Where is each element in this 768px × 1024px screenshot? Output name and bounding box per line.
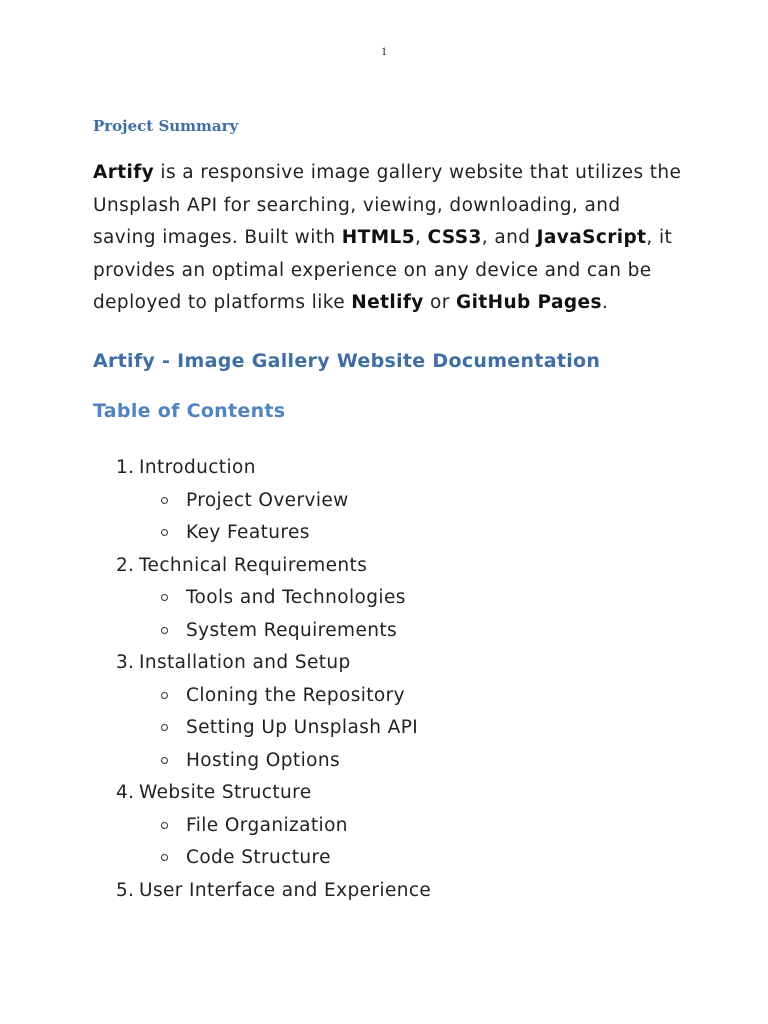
toc-subitem-label: System Requirements xyxy=(186,619,398,641)
toc-item-number: 1. xyxy=(116,457,135,478)
toc-item-label: User Interface and Experience xyxy=(139,879,432,901)
toc-subitem xyxy=(0,485,768,518)
hollow-bullet-icon xyxy=(161,822,168,829)
toc-item xyxy=(0,875,768,908)
hollow-bullet-icon xyxy=(161,854,168,861)
summary-bold-artify: Artify xyxy=(93,162,155,183)
hollow-bullet-icon xyxy=(161,497,168,504)
hollow-bullet-icon xyxy=(161,757,168,764)
summary-text-3: , and xyxy=(481,227,537,248)
toc-item xyxy=(0,452,768,485)
project-summary-heading: Project Summary xyxy=(93,117,239,135)
toc-item-label: Introduction xyxy=(139,457,256,478)
summary-text-2: , xyxy=(414,227,428,248)
toc-subitem xyxy=(0,680,768,713)
hollow-bullet-icon xyxy=(161,594,168,601)
toc-item-label: Technical Requirements xyxy=(139,554,368,576)
toc-subitem xyxy=(0,712,768,745)
summary-bold-html5: HTML5 xyxy=(341,227,415,248)
toc-subitem xyxy=(0,810,768,843)
toc-subitem xyxy=(0,517,768,550)
toc-item-number: 4. xyxy=(116,782,135,803)
toc-subitem-label: Hosting Options xyxy=(186,749,340,771)
table-of-contents xyxy=(0,452,768,907)
toc-item-number: 3. xyxy=(116,652,135,673)
toc-item xyxy=(0,647,768,680)
toc-subitem xyxy=(0,745,768,778)
summary-text-5: or xyxy=(423,292,457,313)
toc-item-number: 5. xyxy=(116,879,135,901)
hollow-bullet-icon xyxy=(161,724,168,731)
toc-subitem xyxy=(0,582,768,615)
summary-text-6: . xyxy=(601,292,609,313)
summary-text-4: , it provides an optimal experience on any device and can be deployed to platforms like xyxy=(93,227,673,313)
summary-bold-github-pages: GitHub Pages xyxy=(456,292,602,313)
toc-subitem xyxy=(0,615,768,648)
toc-item xyxy=(0,550,768,583)
toc-item xyxy=(0,777,768,810)
summary-paragraph xyxy=(93,157,683,320)
document-title: Artify - Image Gallery Website Documentation xyxy=(93,350,601,372)
page-number: 1 xyxy=(381,44,387,58)
toc-subitem-label: Cloning the Repository xyxy=(186,684,406,706)
toc-subitem-label: Tools and Technologies xyxy=(186,587,406,608)
toc-subitem-label: Code Structure xyxy=(186,847,331,868)
summary-bold-netlify: Netlify xyxy=(351,292,424,313)
hollow-bullet-icon xyxy=(161,529,168,536)
hollow-bullet-icon xyxy=(161,692,168,699)
toc-item-label: Installation and Setup xyxy=(139,652,351,673)
toc-subitem-label: Setting Up Unsplash API xyxy=(186,717,419,738)
summary-bold-css3: CSS3 xyxy=(427,227,482,248)
toc-subitem-label: File Organization xyxy=(186,814,348,836)
toc-heading: Table of Contents xyxy=(93,400,286,422)
toc-subitem-label: Key Features xyxy=(186,522,310,543)
summary-bold-javascript: JavaScript xyxy=(536,227,647,248)
toc-item-label: Website Structure xyxy=(139,782,312,803)
toc-subitem-label: Project Overview xyxy=(186,489,349,511)
summary-text-1: is a responsive image gallery website that utilizes the Unsplash API for searching, viewing, downloading, and saving images. Built with xyxy=(93,162,682,248)
toc-subitem xyxy=(0,842,768,875)
hollow-bullet-icon xyxy=(161,627,168,634)
toc-item-number: 2. xyxy=(116,554,135,576)
